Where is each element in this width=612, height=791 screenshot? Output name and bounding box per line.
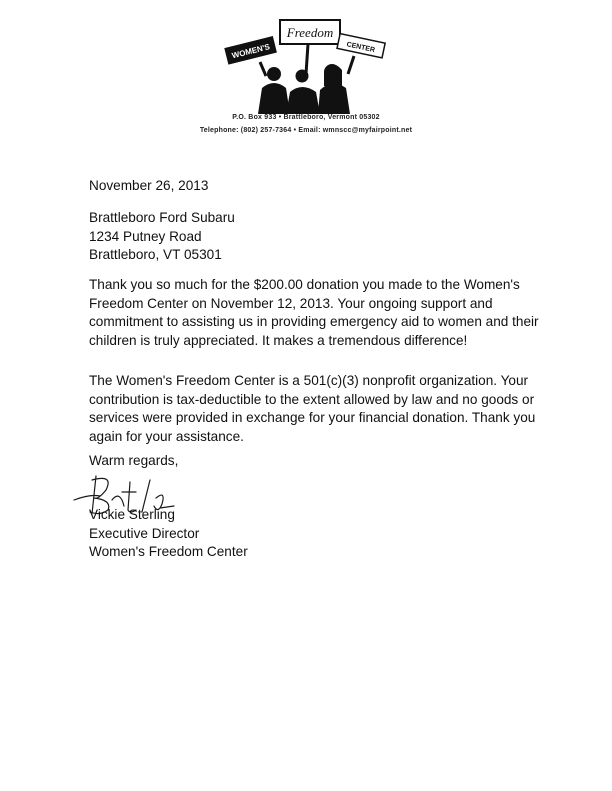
womens-freedom-center-logo (220, 14, 390, 114)
letter-closing: Warm regards, (89, 453, 179, 468)
recipient-line-3: Brattleboro, VT 05301 (89, 247, 222, 262)
logo-center-text: CENTER (345, 41, 376, 55)
letter-paragraph-1: Thank you so much for the $200.00 donation you made to the Women's Freedom Center on November 12, 2013. Your ongoing support and commitment to assisting us in providing emergency aid to women and their children is truly appreciated. It makes a tremendous difference! (89, 277, 539, 348)
signature-block (89, 506, 248, 562)
letterhead-contact: Telephone: (802) 257-7364 • Email: wmnscc@myfairpoint.net (199, 127, 413, 134)
letter-paragraph-2: The Women's Freedom Center is a 501(c)(3) nonprofit organization. Your contribution is tax-deductible to the extent allowed by law and no goods or services were provided in exchange for your financial donation. Thank you again for your assistance. (89, 373, 536, 444)
recipient-line-2: 1234 Putney Road (89, 228, 202, 244)
recipient-address (89, 209, 235, 265)
logo-womens-text: WOMEN'S (230, 42, 271, 61)
logo-freedom-text: Freedom (286, 25, 334, 40)
signer-title: Executive Director (89, 525, 200, 541)
recipient-line-1: Brattleboro Ford Subaru (89, 210, 235, 225)
signer-name: Vickie Sterling (89, 507, 175, 522)
letterhead-address: P.O. Box 933 • Brattleboro, Vermont 05302 (232, 114, 380, 121)
signer-organization: Women's Freedom Center (89, 544, 248, 559)
letter-date: November 26, 2013 (89, 178, 209, 193)
